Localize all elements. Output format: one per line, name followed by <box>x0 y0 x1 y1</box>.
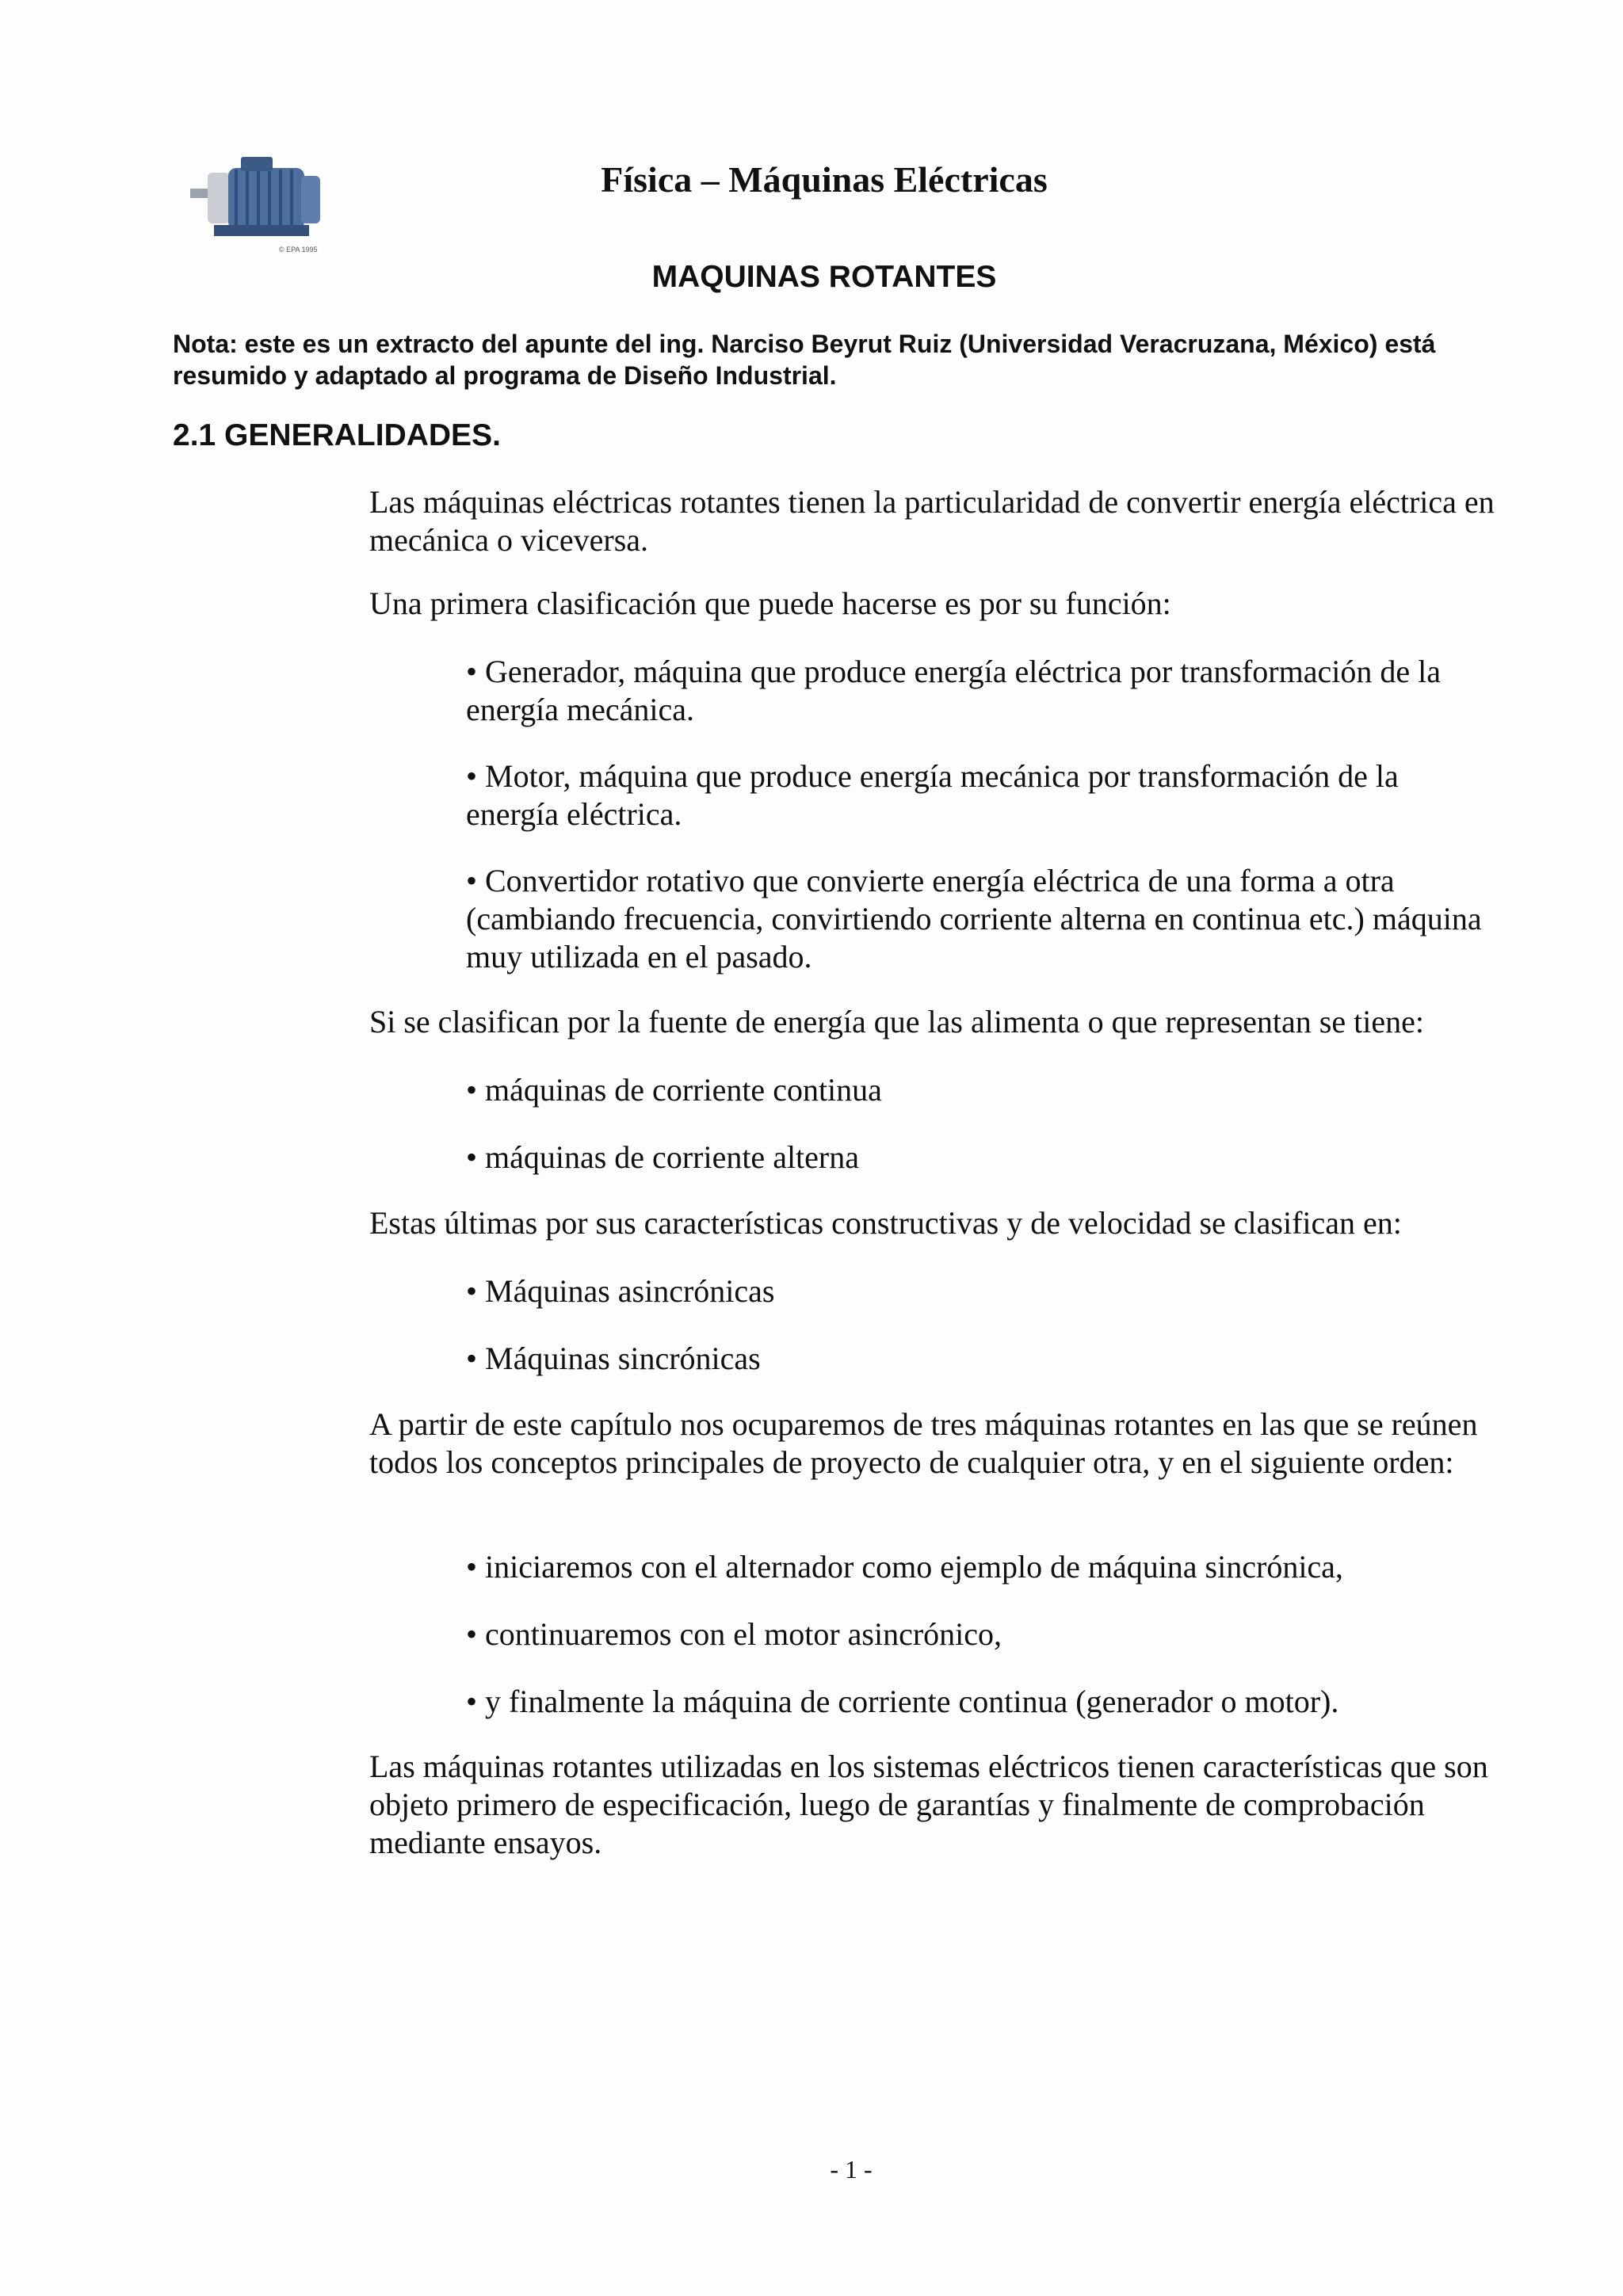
list-item: • y finalmente la máquina de corriente continua (generador o motor). <box>466 1684 1339 1719</box>
paragraph: A partir de este capítulo nos ocuparemos de tres máquinas rotantes en las que se reúnen todos los conceptos principales de proyecto de cualquier otra, y en el siguiente orden: <box>369 1406 1478 1480</box>
source-note: Nota: este es un extracto del apunte del ing. Narciso Beyrut Ruiz (Universidad Veracruzana, México) está resumido y adaptado al programa de Diseño Industrial. <box>173 330 1436 390</box>
list-item: • iniciaremos con el alternador como ejemplo de máquina sincrónica, <box>466 1549 1343 1585</box>
paragraph: Si se clasifican por la fuente de energía que las alimenta o que representan se tiene: <box>369 1004 1424 1039</box>
paragraph: Las máquinas rotantes utilizadas en los sistemas eléctricos tienen características que son objeto primero de especificación, luego de garantías y finalmente de comprobación mediante ensayos. <box>369 1749 1488 1860</box>
list-item: • Máquinas sincrónicas <box>466 1341 761 1376</box>
page-number: - 1 - <box>830 2155 873 2183</box>
list-item: • máquinas de corriente continua <box>466 1072 882 1108</box>
list-item: • Motor, máquina que produce energía mecánica por transformación de la energía eléctrica. <box>466 758 1399 832</box>
list-item: • Generador, máquina que produce energía eléctrica por transformación de la energía mecánica. <box>466 654 1441 727</box>
paragraph: Las máquinas eléctricas rotantes tienen la particularidad de convertir energía eléctrica en mecánica o viceversa. <box>369 484 1495 558</box>
section-title: MAQUINAS ROTANTES <box>651 260 997 294</box>
section-heading: 2.1 GENERALIDADES. <box>173 418 501 452</box>
svg-text:© EPA 1995: © EPA 1995 <box>279 246 318 254</box>
electric-motor-icon <box>190 136 341 255</box>
list-item: • continuaremos con el motor asincrónico, <box>466 1616 1002 1652</box>
list-item: • máquinas de corriente alterna <box>466 1139 859 1175</box>
paragraph: Estas últimas por sus características constructivas y de velocidad se clasifican en: <box>369 1205 1402 1241</box>
document-title: Física – Máquinas Eléctricas <box>601 159 1048 200</box>
list-item: • Convertidor rotativo que convierte energía eléctrica de una forma a otra (cambiando frecuencia, convirtiendo corriente alterna en continua etc.) máquina muy utilizada en el pasado. <box>466 863 1482 974</box>
paragraph: Una primera clasificación que puede hacerse es por su función: <box>369 585 1171 621</box>
list-item: • Máquinas asincrónicas <box>466 1273 775 1309</box>
